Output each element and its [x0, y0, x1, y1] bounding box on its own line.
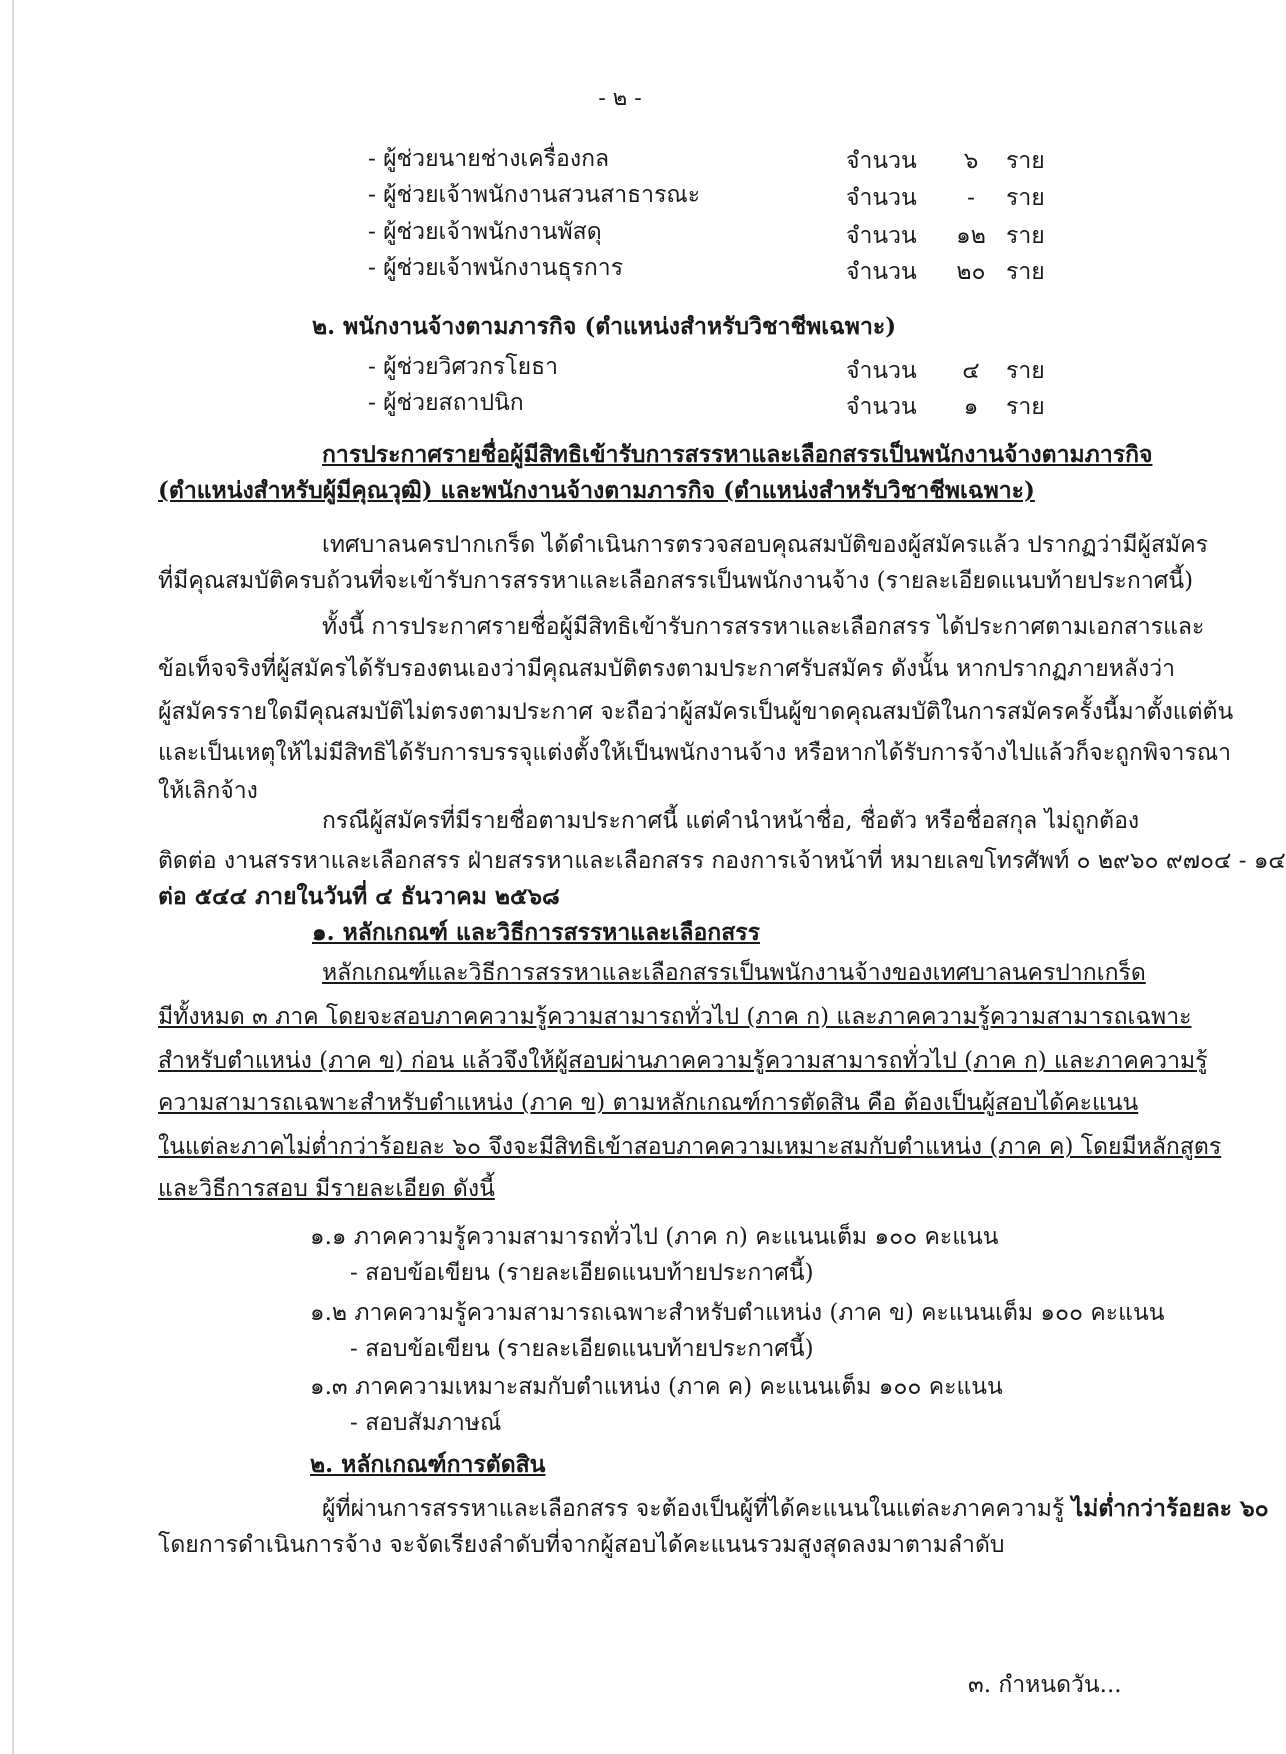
count-label: จำนวน [846, 185, 917, 211]
criteria-line: และวิธีการสอบ มีรายละเอียด ดังนี้ [158, 1176, 495, 1202]
count-unit: ราย [1006, 223, 1045, 249]
criteria-line: มีทั้งหมด ๓ ภาค โดยจะสอบภาคความรู้ความสามารถทั่วไป (ภาค ก) และภาคความรู้ความสามารถเฉพาะ [158, 1004, 1192, 1030]
paragraph-line: กรณีผู้สมัครที่มีรายชื่อตามประกาศนี้ แต่คำนำหน้าชื่อ, ชื่อตัว หรือชื่อสกุล ไม่ถูกต้อง [322, 808, 1140, 834]
count-label: จำนวน [846, 223, 917, 249]
position-name: - ผู้ช่วยเจ้าพนักงานสวนสาธารณะ [368, 182, 701, 208]
exam-part-title: ๑.๓ ภาคความเหมาะสมกับตำแหน่ง (ภาค ค) คะแนนเต็ม ๑๐๐ คะแนน [310, 1374, 1003, 1400]
position-count-row [846, 221, 1045, 251]
count-value: - [967, 185, 975, 211]
count-label: จำนวน [846, 394, 917, 420]
subsection-1-heading: ๑. หลักเกณฑ์ และวิธีการสรรหาและเลือกสรร [312, 919, 760, 946]
count-label: จำนวน [846, 358, 917, 384]
criteria-line: ในแต่ละภาคไม่ต่ำกว่าร้อยละ ๖๐ จึงจะมีสิทธิเข้าสอบภาคความเหมาะสมกับตำแหน่ง (ภาค ค) โดยมีหลักสูตร [158, 1134, 1222, 1160]
subsection-2-heading: ๒. หลักเกณฑ์การตัดสิน [310, 1451, 546, 1478]
paragraph-line: ผู้สมัครรายใดมีคุณสมบัติไม่ตรงตามประกาศ จะถือว่าผู้สมัครเป็นผู้ขาดคุณสมบัติในการสมัครครั้งนี้มาตั้งแต่ต้น [158, 699, 1234, 725]
paragraph-line: ทั้งนี้ การประกาศรายชื่อผู้มีสิทธิเข้ารับการสรรหาและเลือกสรร ได้ประกาศตามเอกสารและ [322, 614, 1205, 640]
count-label: จำนวน [846, 148, 917, 174]
paragraph-line: ต่อ ๕๔๔ ภายในวันที่ ๔ ธันวาคม ๒๕๖๘ [158, 883, 560, 910]
position-count-row [846, 392, 1045, 422]
count-label: จำนวน [846, 259, 917, 285]
paragraph-line: ให้เลิกจ้าง [158, 778, 258, 804]
count-unit: ราย [1006, 358, 1045, 384]
judging-line [322, 1494, 1269, 1524]
exam-part-title: ๑.๒ ภาคความรู้ความสามารถเฉพาะสำหรับตำแหน่ง (ภาค ข) คะแนนเต็ม ๑๐๐ คะแนน [310, 1300, 1165, 1326]
judging-line: โดยการดำเนินการจ้าง จะจัดเรียงลำดับที่จากผู้สอบได้คะแนนรวมสูงสุดลงมาตามลำดับ [158, 1532, 1005, 1558]
paragraph-line: ข้อเท็จจริงที่ผู้สมัครได้รับรองตนเองว่ามีคุณสมบัติตรงตามประกาศรับสมัคร ดังนั้น หากปรากฏภายหลังว่า [158, 656, 1176, 682]
count-unit: ราย [1006, 394, 1045, 420]
paragraph-line: ติดต่อ งานสรรหาและเลือกสรร ฝ่ายสรรหาและเลือกสรร กองการเจ้าหน้าที่ หมายเลขโทรศัพท์ ๐ ๒๙๖๐ ๙๗๐๔ - ๑๔ [158, 848, 1286, 874]
paragraph-line: และเป็นเหตุให้ไม่มีสิทธิได้รับการบรรจุแต่งตั้งให้เป็นพนักงานจ้าง หรือหากได้รับการจ้างไปแล้วก็จะถูกพิจารณา [158, 740, 1232, 766]
position-count-row [846, 257, 1045, 287]
continued-note: ๓. กำหนดวัน... [968, 1672, 1122, 1698]
criteria-line: สำหรับตำแหน่ง (ภาค ข) ก่อน แล้วจึงให้ผู้สอบผ่านภาคความรู้ความสามารถทั่วไป (ภาค ก) และภาคความรู้ [158, 1048, 1208, 1074]
position-name: - ผู้ช่วยเจ้าพนักงานพัสดุ [368, 219, 602, 245]
count-value: ๔ [962, 358, 980, 384]
position-name: - ผู้ช่วยวิศวกรโยธา [368, 354, 559, 380]
criteria-line: ความสามารถเฉพาะสำหรับตำแหน่ง (ภาค ข) ตามหลักเกณฑ์การตัดสิน คือ ต้องเป็นผู้สอบได้คะแนน [158, 1090, 1139, 1116]
announcement-title-line: การประกาศรายชื่อผู้มีสิทธิเข้ารับการสรรหาและเลือกสรรเป็นพนักงานจ้างตามภารกิจ [322, 441, 1153, 468]
position-count-row [846, 356, 1045, 386]
position-count-row [846, 183, 1045, 213]
paragraph-line: ที่มีคุณสมบัติครบถ้วนที่จะเข้ารับการสรรหาและเลือกสรรเป็นพนักงานจ้าง (รายละเอียดแนบท้ายประกาศนี้) [158, 568, 1194, 594]
count-value: ๖ [963, 148, 979, 174]
exam-part-method: - สอบสัมภาษณ์ [350, 1410, 502, 1436]
count-unit: ราย [1006, 148, 1045, 174]
position-name: - ผู้ช่วยนายช่างเครื่องกล [368, 146, 610, 172]
position-count-row [846, 146, 1045, 176]
scan-edge [12, 0, 14, 1754]
count-unit: ราย [1006, 259, 1045, 285]
exam-part-method: - สอบข้อเขียน (รายละเอียดแนบท้ายประกาศนี้) [350, 1260, 814, 1286]
position-name: - ผู้ช่วยสถาปนิก [368, 390, 524, 416]
page-number: - ๒ - [598, 86, 642, 111]
judging-threshold: ไม่ต่ำกว่าร้อยละ ๖๐ [1071, 1495, 1269, 1522]
paragraph-line: เทศบาลนครปากเกร็ด ได้ดำเนินการตรวจสอบคุณสมบัติของผู้สมัครแล้ว ปรากฏว่ามีผู้สมัคร [322, 532, 1208, 558]
count-unit: ราย [1006, 185, 1045, 211]
criteria-line: หลักเกณฑ์และวิธีการสรรหาและเลือกสรรเป็นพนักงานจ้างของเทศบาลนครปากเกร็ด [322, 960, 1146, 986]
count-value: ๒๐ [956, 259, 986, 285]
count-value: ๑๒ [956, 223, 986, 249]
position-name: - ผู้ช่วยเจ้าพนักงานธุรการ [368, 255, 624, 281]
judging-text: ผู้ที่ผ่านการสรรหาและเลือกสรร จะต้องเป็นผู้ที่ได้คะแนนในแต่ละภาคความรู้ [322, 1496, 1072, 1522]
section-2-heading: ๒. พนักงานจ้างตามภารกิจ (ตำแหน่งสำหรับวิชาชีพเฉพาะ) [312, 313, 897, 340]
announcement-title-line: (ตำแหน่งสำหรับผู้มีคุณวุฒิ) และพนักงานจ้างตามภารกิจ (ตำแหน่งสำหรับวิชาชีพเฉพาะ) [158, 477, 1035, 504]
exam-part-title: ๑.๑ ภาคความรู้ความสามารถทั่วไป (ภาค ก) คะแนนเต็ม ๑๐๐ คะแนน [310, 1224, 999, 1250]
count-value: ๑ [963, 394, 979, 420]
exam-part-method: - สอบข้อเขียน (รายละเอียดแนบท้ายประกาศนี้) [350, 1336, 814, 1362]
